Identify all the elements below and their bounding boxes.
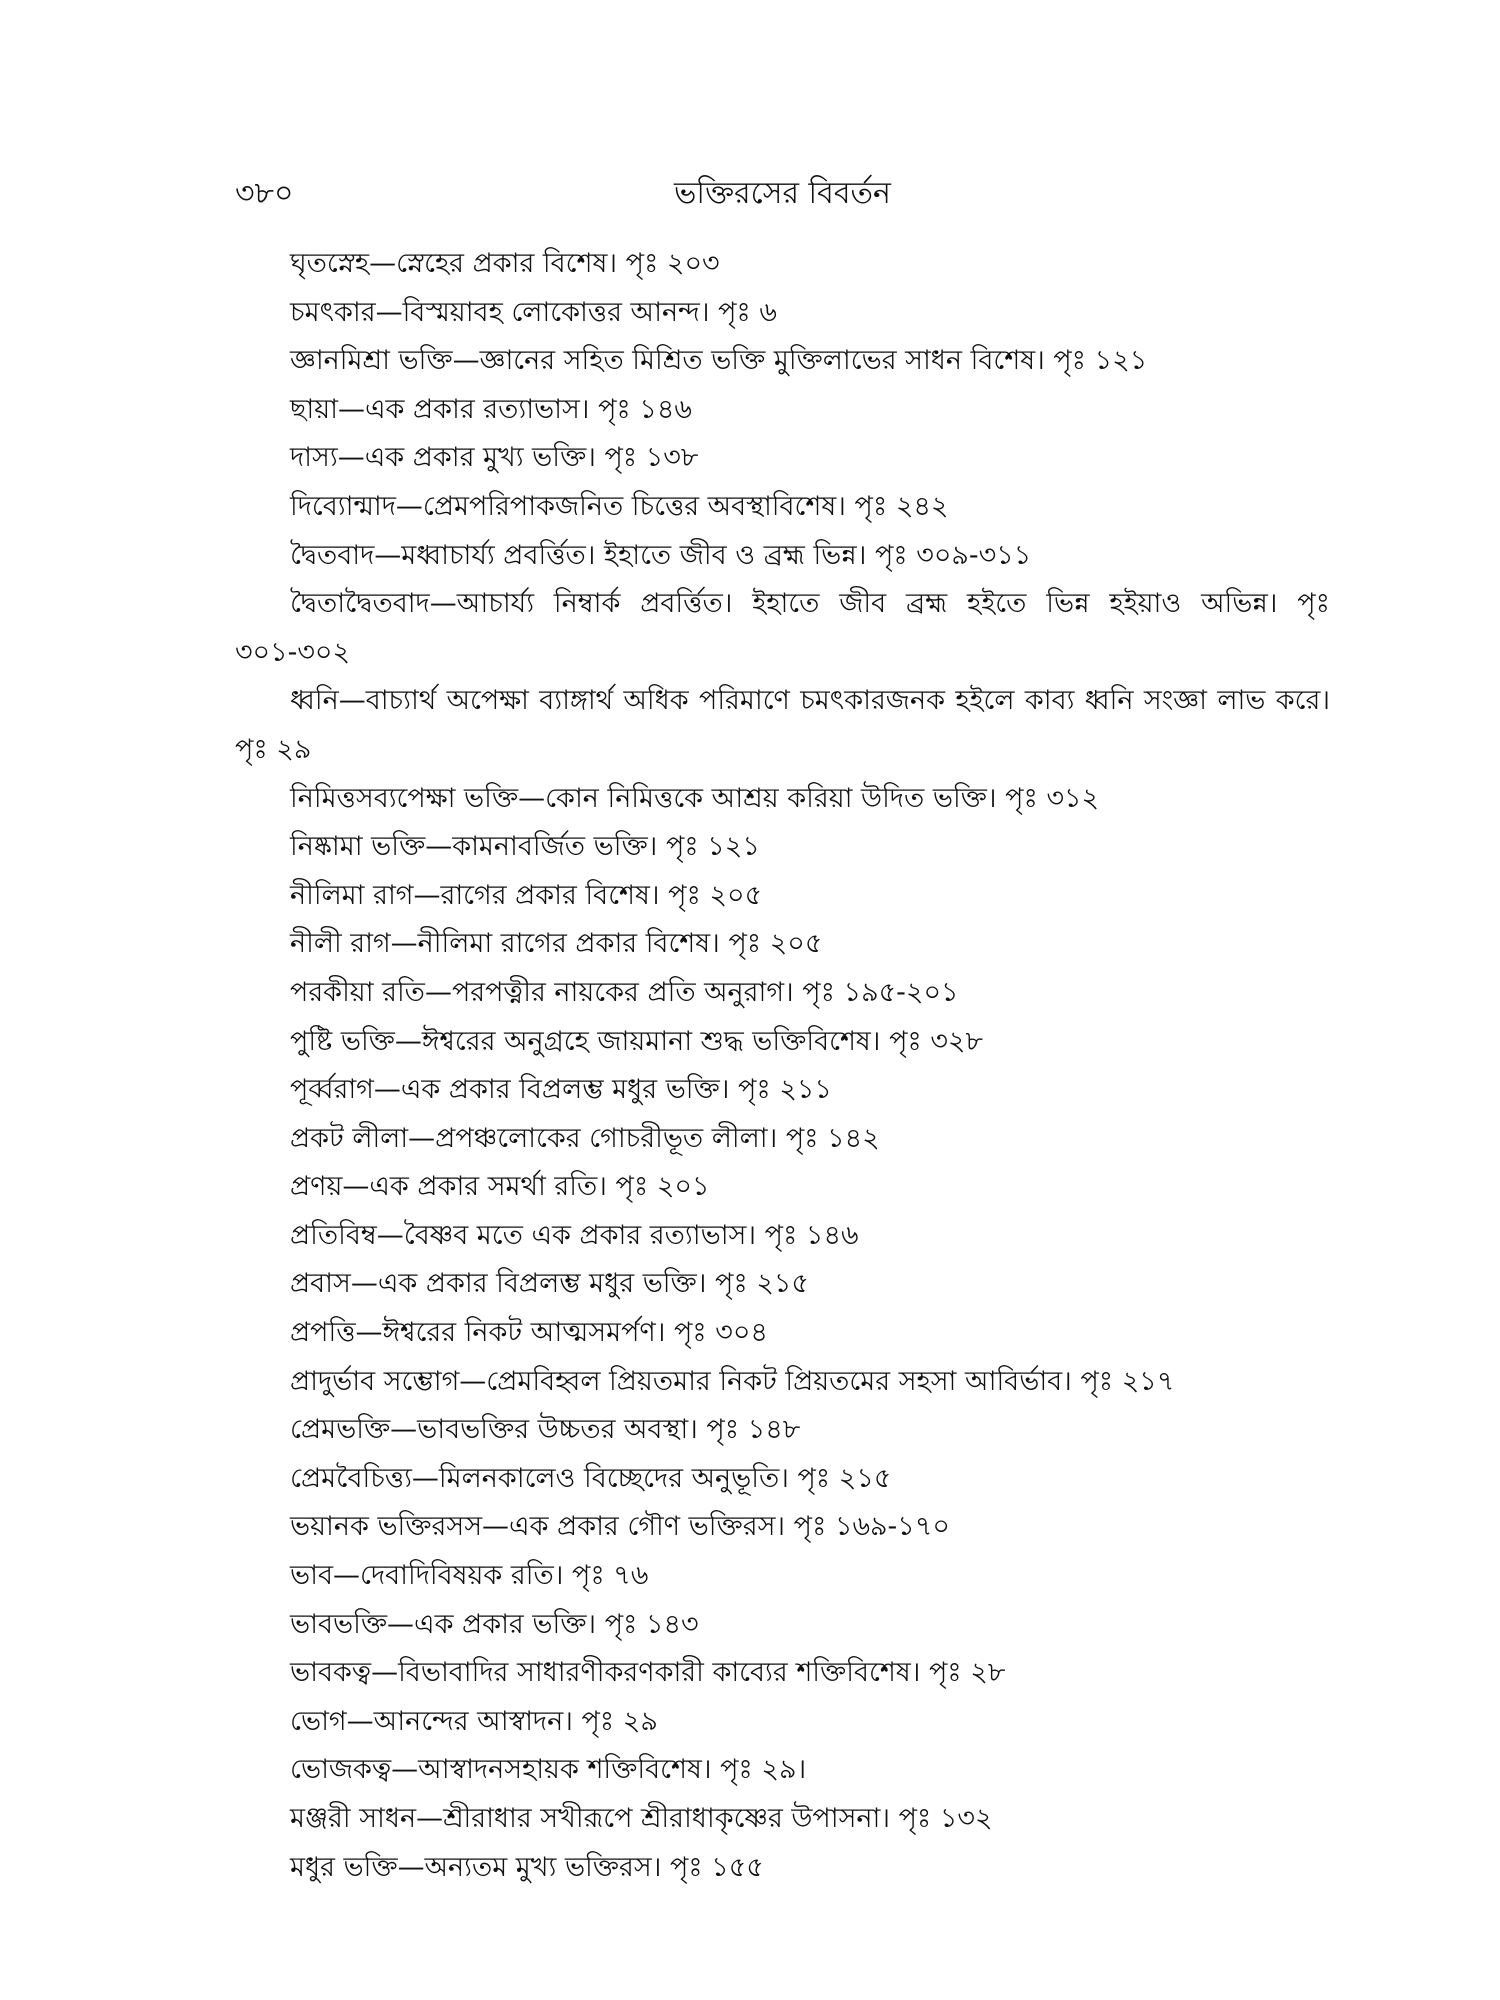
glossary-entry xyxy=(235,1309,1330,1358)
glossary-entry xyxy=(235,337,1330,386)
running-title: ভক্তিরসের বিবর্তন xyxy=(674,176,891,211)
entry-separator: — xyxy=(411,1462,439,1494)
entry-page-ref: পৃঃ ২১৫ xyxy=(715,1268,809,1300)
entry-separator: — xyxy=(518,782,546,814)
glossary-entry xyxy=(235,1260,1330,1309)
entry-page-ref: পৃঃ ৩১২ xyxy=(1005,782,1100,814)
glossary-entry xyxy=(235,580,1330,677)
entry-definition: এক প্রকার রত্যাভাস। xyxy=(364,393,590,425)
entry-separator: — xyxy=(424,976,452,1008)
entry-term: ভাবকত্ব xyxy=(290,1657,372,1689)
entry-term: দিব্যোন্মাদ xyxy=(290,490,396,522)
entry-page-ref: পৃঃ ১৪৮ xyxy=(706,1414,801,1446)
entry-definition: ঈশ্বরের নিকট আত্মসমর্পণ। xyxy=(382,1317,666,1349)
entry-separator: — xyxy=(397,1851,425,1883)
glossary-entry xyxy=(235,1649,1330,1698)
entry-definition: কামনাবর্জিত ভক্তি। xyxy=(452,831,658,863)
entry-page-ref: পৃঃ ২৪২ xyxy=(854,490,949,522)
entry-separator: — xyxy=(416,1803,444,1834)
glossary-entry xyxy=(235,823,1330,872)
entry-term: ভোজকত্ব xyxy=(290,1754,392,1786)
entry-term: ভয়ানক ভক্তিরসস xyxy=(290,1511,483,1543)
entry-definition: আনন্দের আস্বাদন। xyxy=(373,1705,573,1737)
glossary-entry xyxy=(235,483,1330,532)
glossary-entry xyxy=(235,434,1330,483)
entry-separator: — xyxy=(390,1414,418,1446)
page-number: ৩৮০ xyxy=(235,176,294,211)
entry-page-ref: পৃঃ ৩০৯-৩১১ xyxy=(874,539,1032,571)
entry-term: প্রবাস xyxy=(290,1268,351,1300)
entry-term: নীলী রাগ xyxy=(290,928,391,960)
entry-separator: — xyxy=(332,1560,360,1592)
entry-page-ref: পৃঃ ৭৬ xyxy=(572,1560,649,1592)
entry-term: প্রকট লীলা xyxy=(290,1122,409,1154)
entry-definition: এক প্রকার মুখ্য ভক্তি। xyxy=(364,442,596,474)
entry-separator: — xyxy=(373,1074,401,1106)
entry-page-ref: পৃঃ ২০৫ xyxy=(668,879,763,911)
entry-page-ref: পৃঃ ২৯। xyxy=(720,1754,807,1786)
entry-definition: প্রপঞ্চলোকের গোচরীভূত লীলা। xyxy=(435,1122,778,1154)
glossary-entry xyxy=(235,386,1330,435)
entry-definition: জ্ঞানের সহিত মিশ্রিত ভক্তি মুক্তিলাভের সাধন বিশেষ। xyxy=(479,345,1045,377)
entry-definition: পরপত্নীর নায়কের প্রতি অনুরাগ। xyxy=(451,976,794,1008)
entry-page-ref: পৃঃ ১৪২ xyxy=(785,1122,880,1154)
glossary-entry xyxy=(235,1358,1330,1407)
entry-page-ref: পৃঃ ২০৩ xyxy=(625,248,720,279)
glossary-entry xyxy=(235,1746,1330,1795)
entry-definition: দেবাদিবিষয়ক রতি। xyxy=(359,1560,564,1592)
entry-page-ref: পৃঃ ২৮ xyxy=(928,1657,1006,1689)
entry-separator: — xyxy=(425,831,453,863)
entry-term: চমৎকার xyxy=(290,296,376,328)
entry-term: প্রেমভক্তি xyxy=(290,1414,391,1446)
glossary-entry xyxy=(235,1455,1330,1504)
glossary-entry xyxy=(235,1212,1330,1261)
entry-term: প্রেমবৈচিত্ত্য xyxy=(290,1462,412,1494)
entry-page-ref: পৃঃ ১২১ xyxy=(665,831,760,863)
entry-definition: আস্বাদনসহায়ক শক্তিবিশেষ। xyxy=(418,1754,712,1786)
glossary-entry xyxy=(235,677,1330,774)
entry-definition: আচার্য্য নিম্বার্ক প্রবর্ত্তিত। ইহাতে জীব ব্রহ্ম হইতে ভিন্ন হইয়াও অভিন্ন। xyxy=(456,588,1278,620)
entry-page-ref: পৃঃ ২০১ xyxy=(615,1171,710,1203)
entry-separator: — xyxy=(394,1025,422,1057)
entry-page-ref: পৃঃ ২৯ xyxy=(581,1705,658,1737)
entry-term: পুষ্টি ভক্তি xyxy=(290,1025,395,1057)
glossary-entry xyxy=(235,1503,1330,1552)
entry-separator: — xyxy=(376,1219,404,1251)
entry-page-ref: পৃঃ ২১১ xyxy=(738,1074,832,1106)
entry-separator: — xyxy=(338,685,366,717)
entry-separator: — xyxy=(452,345,480,377)
entry-page-ref: পৃঃ ১৫৫ xyxy=(669,1851,764,1883)
entry-separator: — xyxy=(346,1705,374,1737)
entry-page-ref: পৃঃ ১৩২ xyxy=(898,1803,993,1834)
glossary-entry xyxy=(235,1698,1330,1747)
entry-term: দাস্য xyxy=(290,442,338,474)
glossary-entry xyxy=(235,1115,1330,1164)
glossary-entry xyxy=(235,1601,1330,1650)
entry-definition: প্রেমবিহ্বল প্রিয়তমার নিকট প্রিয়তমের সহসা আবির্ভাব। xyxy=(486,1365,1072,1397)
entry-separator: — xyxy=(337,393,365,425)
entry-page-ref: পৃঃ ১৩৮ xyxy=(604,442,699,474)
glossary-entry xyxy=(235,969,1330,1018)
entry-term: প্রতিবিম্ব xyxy=(290,1219,377,1251)
entry-separator: — xyxy=(337,442,365,474)
entry-definition: প্রেমপরিপাকজনিত চিত্তের অবস্থাবিশেষ। xyxy=(422,490,846,522)
entry-page-ref: পৃঃ ১৯৫-২০১ xyxy=(802,976,959,1008)
entry-separator: — xyxy=(375,296,403,328)
entry-definition: কোন নিমিত্তকে আশ্রয় করিয়া উদিত ভক্তি। xyxy=(545,782,997,814)
glossary-entry xyxy=(235,1795,1330,1844)
entry-page-ref: পৃঃ ২০৫ xyxy=(728,928,823,960)
page-header xyxy=(235,168,1330,220)
glossary-entry xyxy=(235,1163,1330,1212)
entry-definition: মিলনকালেও বিচ্ছেদের অনুভূতি। xyxy=(438,1462,789,1494)
entry-term: পরকীয়া রতি xyxy=(290,976,425,1008)
entry-definition: মধ্বাচার্য্য প্রবর্ত্তিত। ইহাতে জীব ও ব্রহ্ম ভিন্ন। xyxy=(401,539,867,571)
entry-definition: বাচ্যার্থ অপেক্ষা ব্যাঙ্গার্থ অধিক পরিমাণে চমৎকারজনক হইলে কাব্য ধ্বনি সংজ্ঞা লাভ করে। xyxy=(365,685,1330,717)
entry-term: ধ্বনি xyxy=(290,685,339,717)
glossary-entry xyxy=(235,1844,1330,1893)
entry-page-ref: পৃঃ ২১৭ xyxy=(1080,1365,1175,1397)
entry-separator: — xyxy=(391,1754,419,1786)
entry-separator: — xyxy=(355,1317,383,1349)
glossary-entry xyxy=(235,1552,1330,1601)
entry-definition: রাগের প্রকার বিশেষ। xyxy=(440,879,660,911)
entry-definition: ঈশ্বরের অনুগ্রহে জায়মানা শুদ্ধ ভক্তিবিশেষ। xyxy=(421,1025,881,1057)
entry-definition: এক প্রকার বিপ্রলম্ভ মধুর ভক্তি। xyxy=(400,1074,730,1106)
glossary-entry xyxy=(235,872,1330,921)
glossary-entry xyxy=(235,1066,1330,1115)
entry-term: নীলিমা রাগ xyxy=(290,879,414,911)
entry-separator: — xyxy=(371,1657,399,1689)
entry-term: দ্বৈতবাদ xyxy=(290,539,375,571)
entry-term: মঞ্জরী সাধন xyxy=(290,1803,417,1834)
glossary-entry xyxy=(235,532,1330,581)
glossary-entry xyxy=(235,240,1330,289)
entry-page-ref: পৃঃ ১৪৬ xyxy=(598,393,692,425)
entry-definition: এক প্রকার ভক্তি। xyxy=(414,1608,597,1640)
glossary-entry xyxy=(235,775,1330,824)
glossary-entry xyxy=(235,1018,1330,1067)
entry-page-ref: পৃঃ ৬ xyxy=(718,296,777,328)
entry-page-ref: পৃঃ ৩২৮ xyxy=(889,1025,983,1057)
entry-page-ref: পৃঃ ৩০৪ xyxy=(673,1317,768,1349)
entry-page-ref: পৃঃ ১২১ xyxy=(1053,345,1148,377)
entry-term: প্রাদুর্ভাব সম্ভোগ xyxy=(290,1365,460,1397)
entry-page-ref: পৃঃ ১৬৯-১৭০ xyxy=(793,1511,950,1543)
entry-page-ref: পৃঃ ১৪৬ xyxy=(764,1219,859,1251)
entry-definition: নীলিমা রাগের প্রকার বিশেষ। xyxy=(417,928,720,960)
entry-definition: বিভাবাদির সাধারণীকরণকারী কাব্যের শক্তিবিশেষ। xyxy=(398,1657,921,1689)
entry-separator: — xyxy=(374,539,402,571)
entry-definition: শ্রীরাধার সখীরূপে শ্রীরাধাকৃষ্ণের উপাসনা। xyxy=(443,1803,891,1834)
entry-term: ভাব xyxy=(290,1560,333,1592)
entry-definition: অন্যতম মুখ্য ভক্তিরস। xyxy=(424,1851,662,1883)
entry-term: প্রণয় xyxy=(290,1171,343,1203)
glossary-entry xyxy=(235,289,1330,338)
entry-term: নিমিত্তসব্যপেক্ষা ভক্তি xyxy=(290,782,519,814)
entry-separator: — xyxy=(482,1511,510,1543)
glossary-entry xyxy=(235,920,1330,969)
glossary-list xyxy=(235,240,1330,1892)
entry-definition: ভাবভক্তির উচ্চতর অবস্থা। xyxy=(417,1414,698,1446)
entry-separator: — xyxy=(369,248,397,279)
entry-separator: — xyxy=(390,928,418,960)
entry-definition: এক প্রকার বিপ্রলম্ভ মধুর ভক্তি। xyxy=(377,1268,707,1300)
entry-definition: স্নেহের প্রকার বিশেষ। xyxy=(396,248,618,279)
entry-term: ভাবভক্তি xyxy=(290,1608,388,1640)
entry-page-ref: পৃঃ ২১৫ xyxy=(797,1462,892,1494)
entry-separator: — xyxy=(413,879,441,911)
entry-term: প্রপত্তি xyxy=(290,1317,356,1349)
entry-term: মধুর ভক্তি xyxy=(290,1851,398,1883)
entry-page-ref: পৃঃ ২৯ xyxy=(235,733,312,765)
entry-separator: — xyxy=(350,1268,378,1300)
entry-term: জ্ঞানমিশ্রা ভক্তি xyxy=(290,345,453,377)
entry-separator: — xyxy=(342,1171,370,1203)
entry-definition: এক প্রকার সমর্থা রতি। xyxy=(369,1171,607,1203)
glossary-entry xyxy=(235,1406,1330,1455)
entry-term: পূর্ব্বরাগ xyxy=(290,1074,374,1106)
entry-separator: — xyxy=(408,1122,436,1154)
entry-definition: এক প্রকার গৌণ ভক্তিরস। xyxy=(509,1511,786,1543)
entry-separator: — xyxy=(387,1608,415,1640)
entry-definition: বিস্ময়াবহ লোকোত্তর আনন্দ। xyxy=(402,296,710,328)
entry-term: ঘৃতস্নেহ xyxy=(290,248,370,279)
entry-term: নিষ্কামা ভক্তি xyxy=(290,831,426,863)
entry-separator: — xyxy=(459,1365,487,1397)
entry-definition: বৈষ্ণব মতে এক প্রকার রত্যাভাস। xyxy=(403,1219,757,1251)
entry-separator: — xyxy=(395,490,423,522)
entry-term: ভোগ xyxy=(290,1705,347,1737)
entry-separator: — xyxy=(429,588,457,620)
entry-term: ছায়া xyxy=(290,393,338,425)
entry-page-ref: পৃঃ ১৪৩ xyxy=(604,1608,699,1640)
entry-page-ref: পৃঃ ৩০১-৩০২ xyxy=(235,588,1330,668)
entry-term: দ্বৈতাদ্বৈতবাদ xyxy=(290,588,430,620)
